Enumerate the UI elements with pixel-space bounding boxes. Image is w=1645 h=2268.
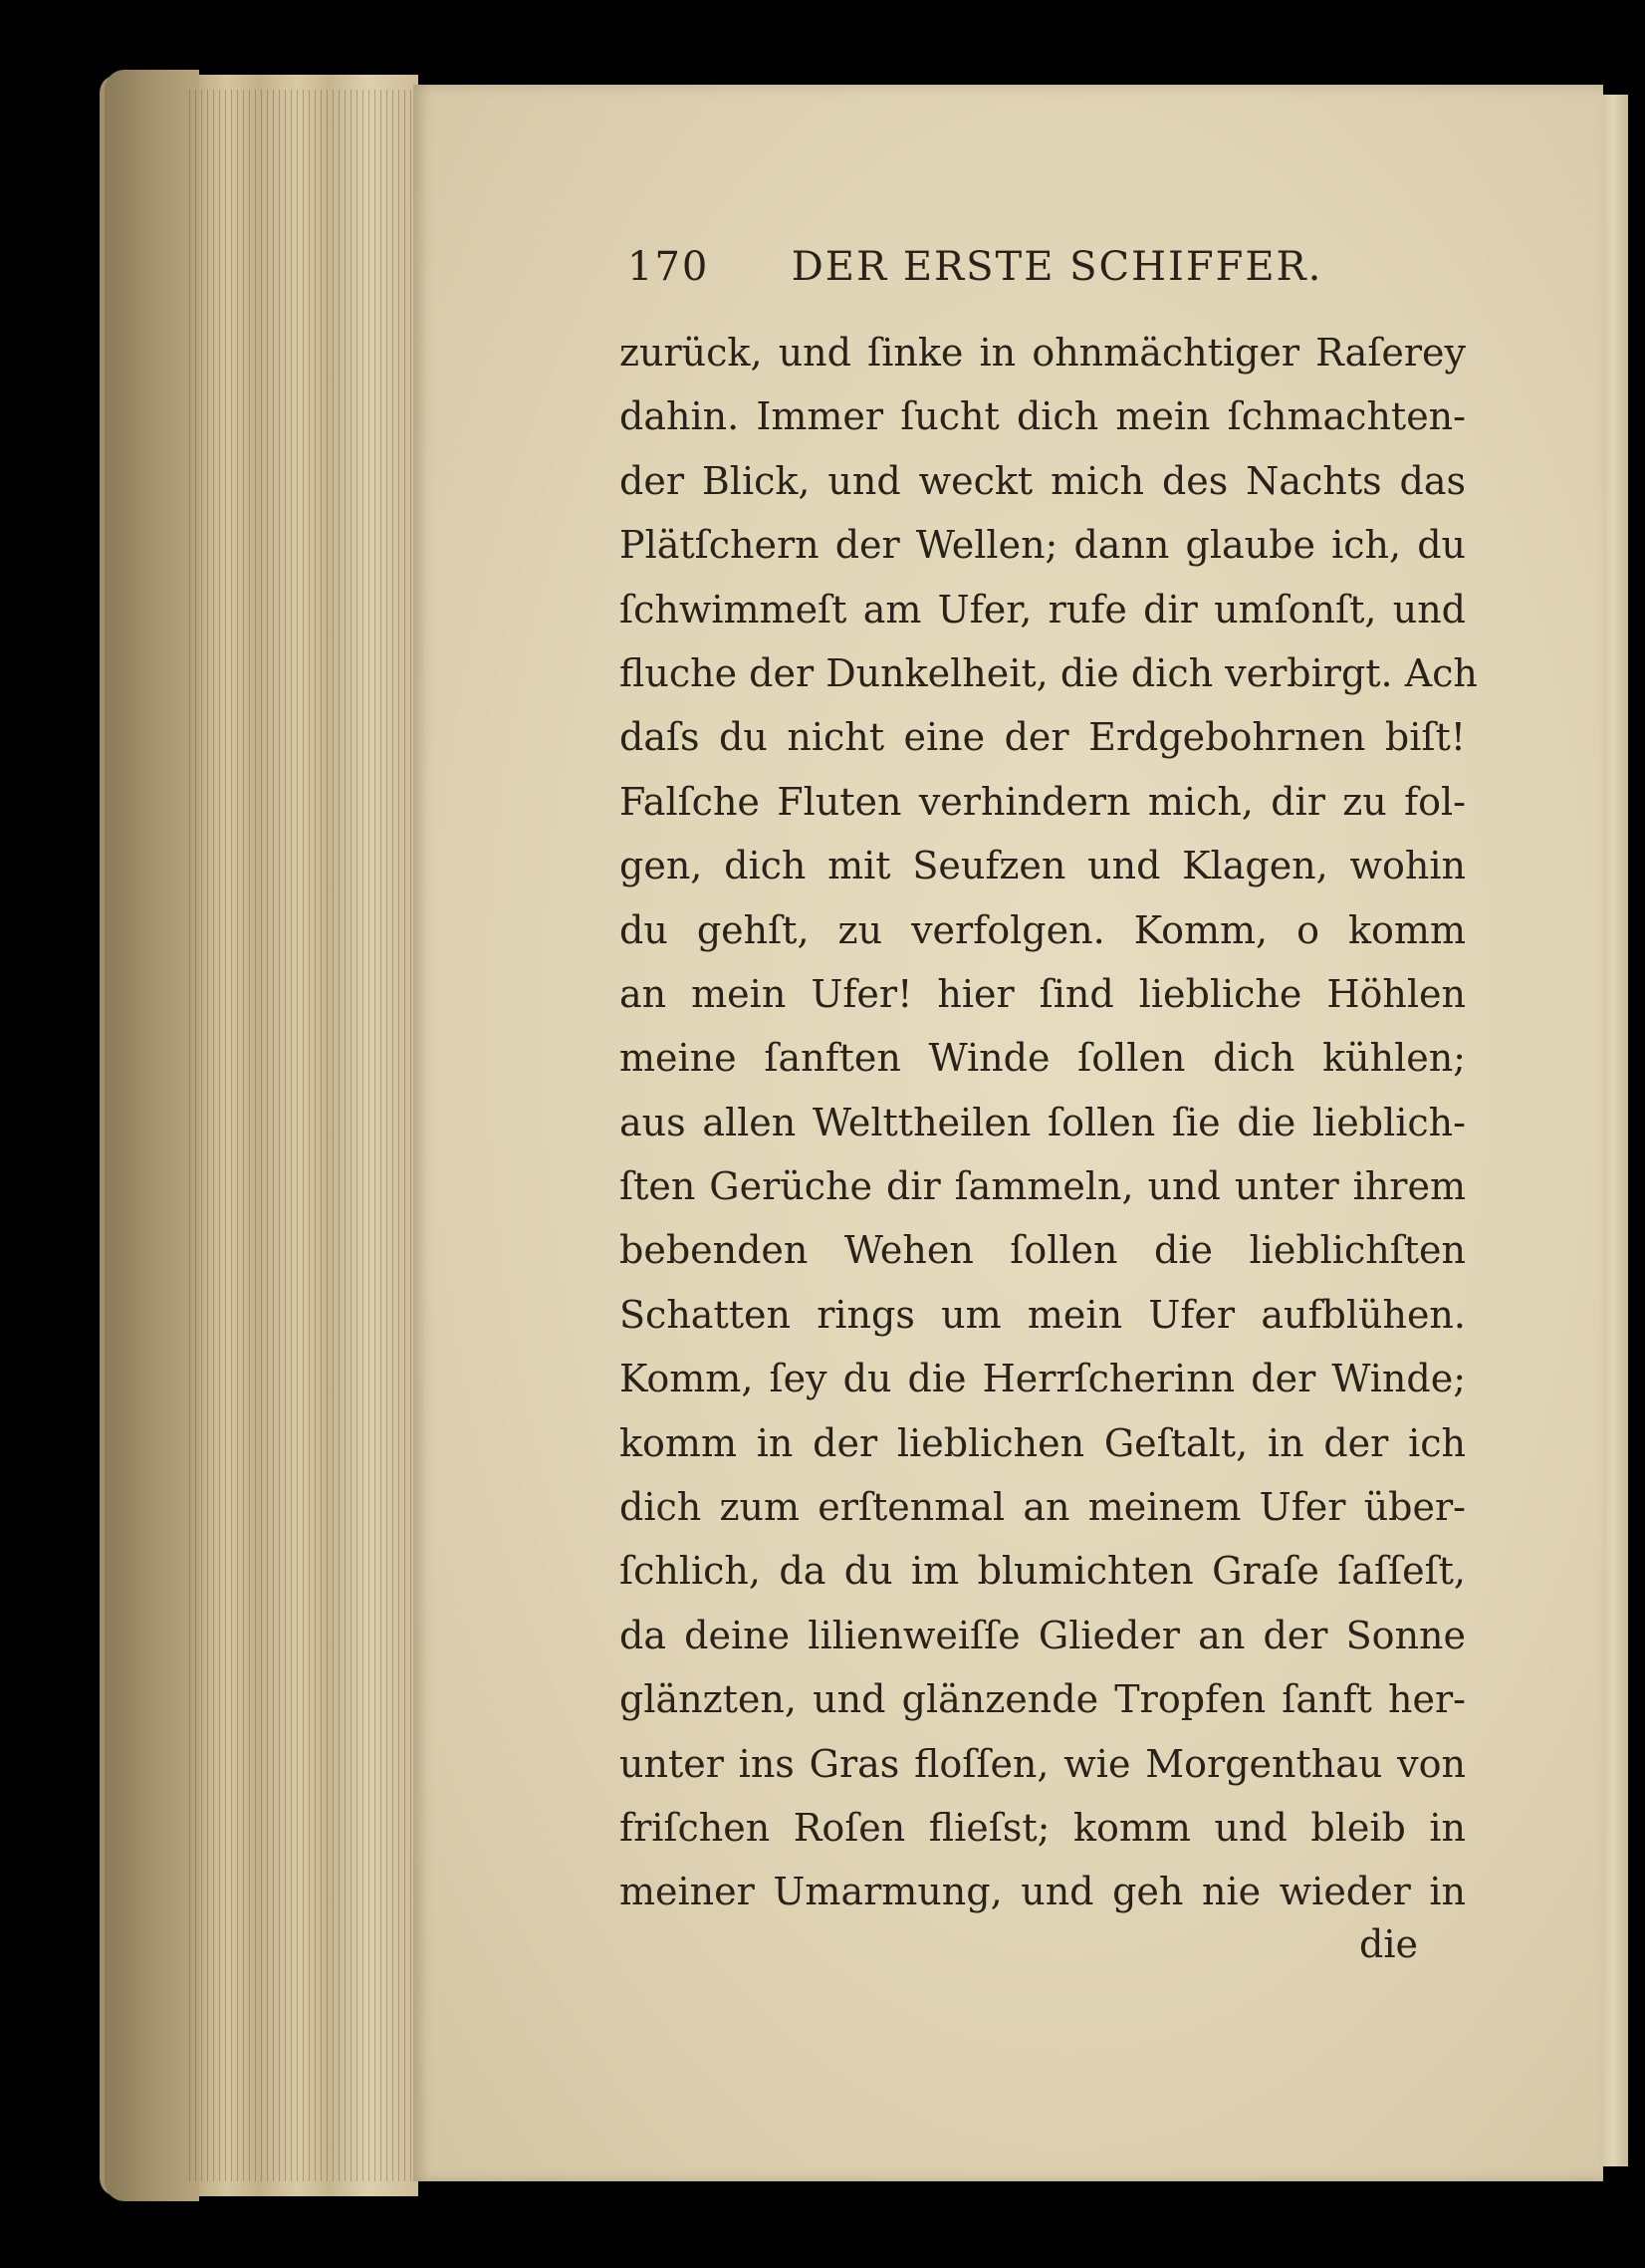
- text-line: gen, dich mit Seufzen und Klagen, wohin: [619, 844, 1466, 888]
- text-line: glänzten, und glänzende Tropfen ſanft her-: [619, 1677, 1466, 1722]
- text-line: daſs du nicht eine der Erdgebohrnen biſt!: [619, 715, 1466, 760]
- text-line: bebenden Wehen ſollen die lieblichſten: [619, 1228, 1466, 1273]
- body-text: [619, 321, 1478, 1924]
- text-line: Komm, ſey du die Herrſcherinn der Winde;: [619, 1357, 1466, 1401]
- text-line: friſchen Roſen flieſst; komm und bleib in: [619, 1805, 1466, 1850]
- text-line: dich zum erſtenmal an meinem Ufer über-: [619, 1485, 1466, 1530]
- text-line: Schatten rings um mein Ufer aufblühen.: [619, 1292, 1466, 1337]
- text-line: Falſche Fluten verhindern mich, dir zu fol-: [619, 779, 1466, 824]
- text-line: komm in der lieblichen Geſtalt, in der ich: [619, 1420, 1466, 1465]
- text-line: fluche der Dunkelheit, die dich verbirgt. Ach: [619, 650, 1478, 695]
- catchword: die: [1359, 1922, 1418, 1966]
- text-line: meiner Umarmung, und geh nie wieder in: [619, 1870, 1466, 1914]
- text-line: ſchlich, da du im blumichten Graſe ſaſſeſt,: [619, 1549, 1466, 1594]
- text-line: du gehſt, zu verfolgen. Komm, o komm: [619, 907, 1466, 952]
- running-title: DER ERSTE SCHIFFER.: [791, 244, 1323, 290]
- text-line: ſten Gerüche dir ſammeln, und unter ihrem: [619, 1164, 1466, 1209]
- text-line: zurück, und ſinke in ohnmächtiger Raſerey: [619, 331, 1466, 375]
- text-line: an mein Ufer! hier ſind liebliche Höhlen: [619, 971, 1466, 1016]
- book-cover-edge: [105, 70, 199, 2201]
- text-line: der Blick, und weckt mich des Nachts das: [619, 458, 1466, 503]
- page-header: [627, 244, 1484, 290]
- text-line: ſchwimmeſt am Ufer, rufe dir umſonſt, und: [619, 587, 1466, 631]
- text-line: unter ins Gras floſſen, wie Morgenthau von: [619, 1741, 1466, 1786]
- text-line: dahin. Immer ſucht dich mein ſchmachten-: [619, 394, 1466, 439]
- text-line: meine ſanften Winde ſollen dich kühlen;: [619, 1036, 1466, 1081]
- text-line: Plätſchern der Wellen; dann glaube ich, du: [619, 523, 1466, 568]
- page-number: 170: [627, 244, 710, 290]
- text-line: da deine lilienweiſſe Glieder an der Sonne: [619, 1613, 1466, 1657]
- text-line: aus allen Welttheilen ſollen ſie die lieblich-: [619, 1100, 1466, 1144]
- stacked-pages: [189, 90, 418, 2181]
